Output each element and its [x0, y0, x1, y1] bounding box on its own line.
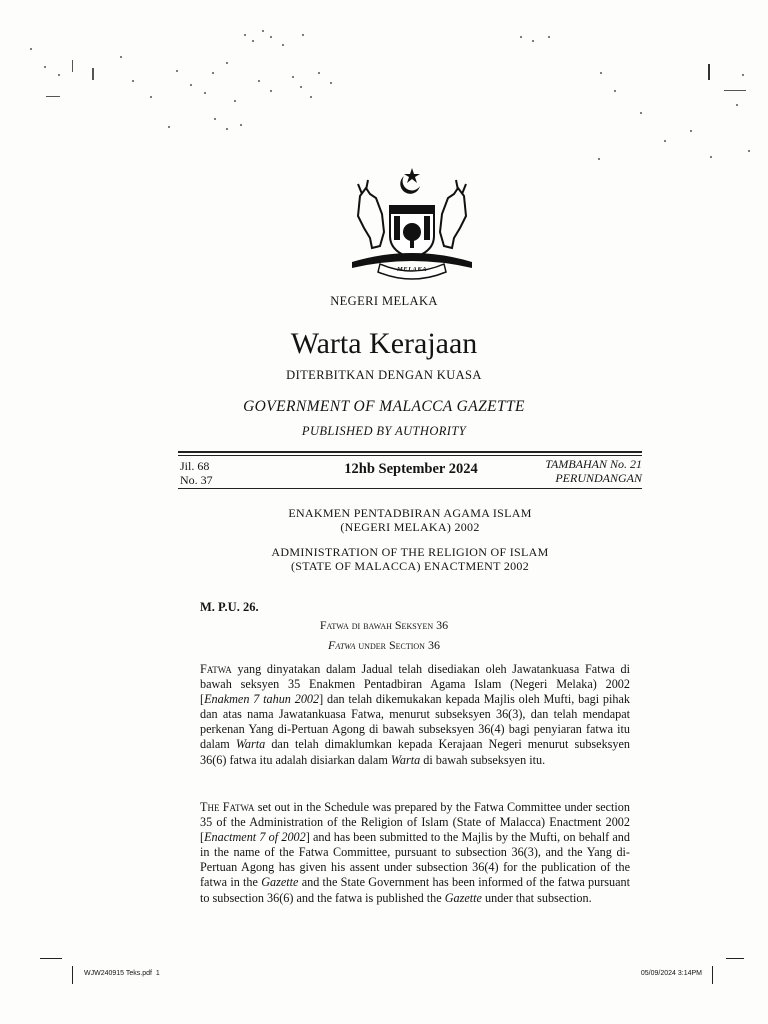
- para-en-t2: ] and has been submitted to the Majlis by the Mufti, on behalf and in the name of the Fatwa Committee, pursuant to subsection 36(3), and the Yang di-Pertuan Agong has given his assent under subsection 36(4) for the publication of the fatwa in the: [200, 830, 630, 890]
- para-en-lead: The Fatwa: [200, 800, 255, 814]
- section-en-rest: under Section 36: [355, 638, 440, 652]
- para-ms-lead: Fatwa: [200, 662, 232, 676]
- gazette-title-en: GOVERNMENT OF MALACCA GAZETTE: [243, 398, 525, 415]
- section-en-italic: Fatwa: [328, 638, 356, 652]
- para-ms-i3: Warta: [390, 752, 421, 767]
- authority-ms: DITERBITKAN DENGAN KUASA: [286, 368, 482, 382]
- para-en-i3: Gazette: [444, 890, 482, 905]
- authority-en: PUBLISHED BY AUTHORITY: [301, 424, 467, 438]
- footer-file: [84, 970, 160, 977]
- volume: Jil. 68: [180, 459, 210, 473]
- gazette-title-ms: Warta Kerajaan: [290, 327, 478, 360]
- para-ms-t1: yang dinyatakan dalam Jadual telah disediakan oleh Jawatankuasa Fatwa di bawah seksyen 35 Enakmen Pentadbiran Agama Islam (Negeri Melaka) 2002 [: [200, 662, 630, 707]
- crop-mark-right-vertical: [712, 966, 713, 984]
- crest-scroll-label: MELAKA: [396, 266, 428, 273]
- para-en-t1: set out in the Schedule was prepared by the Fatwa Committee under section 35 of the Administration of the Religion of Islam (State of Malacca) Enactment 2002 [: [200, 800, 630, 845]
- para-ms-t3: dan telah dimaklumkan kepada Kerajaan Negeri menurut subseksyen 36(6) fatwa itu adalah disiarkan dalam: [200, 737, 631, 767]
- melaka-coat-of-arms-icon: [342, 166, 482, 282]
- volume-number: [180, 459, 213, 487]
- para-en-i2: Gazette: [261, 875, 299, 890]
- footer-page: 1: [155, 970, 160, 977]
- bottom-rule: [178, 488, 642, 489]
- section-heading-ms: [0, 618, 768, 633]
- supplement-type: PERUNDANGAN: [555, 470, 642, 485]
- para-en-i1: Enactment 7 of 2002: [204, 830, 306, 845]
- state-name: NEGERI MELAKA: [330, 294, 438, 308]
- section-ms-text: Fatwa di bawah Seksyen 36: [319, 618, 449, 632]
- supplement: TAMBAHAN No. 21: [545, 457, 642, 471]
- top-rule: [178, 451, 642, 453]
- issue-date: 12hb September 2024: [344, 461, 478, 477]
- para-en-t3: and the State Government has been informed of the fatwa pursuant to subsection 36(6) and the fatwa is published the: [200, 875, 631, 905]
- fatwa-paragraph-ms: [200, 662, 630, 768]
- top-rule-thin: [178, 455, 642, 456]
- para-en-t4: under that subsection.: [481, 890, 592, 905]
- fatwa-paragraph-en: [200, 800, 630, 906]
- issue-number: No. 37: [180, 473, 213, 487]
- para-ms-i2: Warta: [235, 737, 266, 752]
- para-ms-t4: di bawah subseksyen itu.: [420, 752, 546, 767]
- enactment-ms-line1: ENAKMEN PENTADBIRAN AGAMA ISLAM: [288, 506, 532, 520]
- enactment-en-line2: (STATE OF MALACCA) ENACTMENT 2002: [290, 559, 530, 573]
- enactment-title-en: [178, 545, 642, 573]
- supplement-info: [480, 458, 642, 485]
- crop-mark-right: [726, 958, 744, 959]
- crop-mark-left: [40, 958, 62, 959]
- enactment-ms-line2: (NEGERI MELAKA) 2002: [340, 520, 480, 534]
- crop-mark-left-vertical: [72, 966, 73, 984]
- enactment-title-ms: [178, 506, 642, 534]
- section-heading-en: [0, 638, 768, 653]
- footer-datetime: 05/09/2024 3:14PM: [640, 970, 702, 977]
- publication-reference: M. P.U. 26.: [200, 600, 259, 614]
- para-ms-t2: ] dan telah dikemukakan kepada Majlis oleh Mufti, bagi pihak dan atas nama Jawatankuasa Fatwa, menurut subseksyen 36(3), dan telah mendapat perkenan Yang di-Pertuan Agong di bawah subseksyen 36(4) bagi penyiaran fatwa itu dalam: [200, 692, 630, 752]
- enactment-en-line1: ADMINISTRATION OF THE RELIGION OF ISLAM: [271, 545, 549, 559]
- para-ms-i1: Enakmen 7 tahun 2002: [204, 692, 320, 707]
- footer-filename: WJW240915 Teks.pdf: [84, 970, 152, 977]
